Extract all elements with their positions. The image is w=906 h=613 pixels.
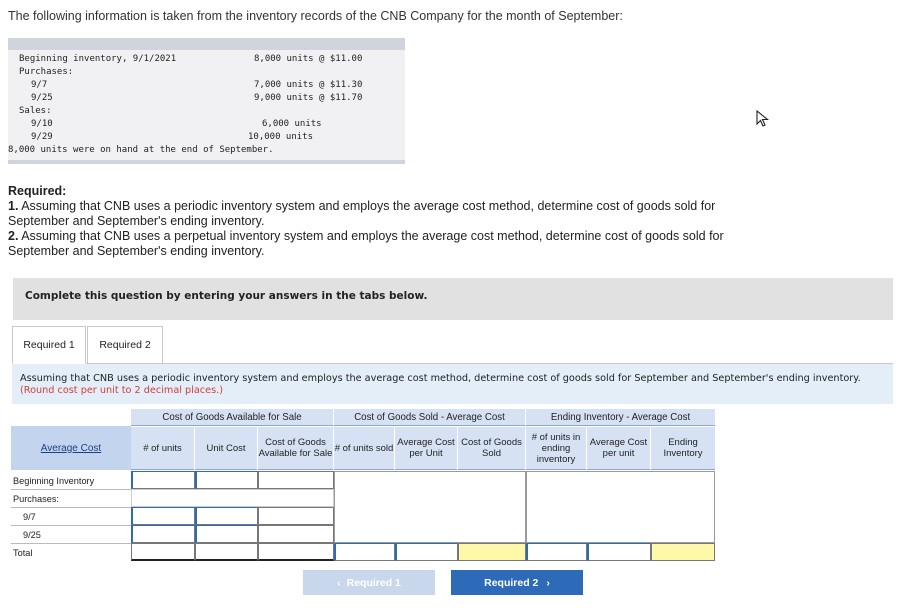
input-9-7-units[interactable] xyxy=(131,507,195,525)
label-divider xyxy=(11,543,131,544)
mouse-cursor-icon xyxy=(756,110,770,128)
beginning-value: 8,000 units @ $11.00 xyxy=(254,54,363,64)
input-total-unit-cost[interactable] xyxy=(195,543,258,561)
input-total-units[interactable] xyxy=(131,543,195,561)
complete-question-bar xyxy=(13,278,893,320)
input-units-sold[interactable] xyxy=(334,543,395,561)
sale-1-value: 6,000 units xyxy=(262,119,322,129)
required-heading: Required: xyxy=(8,184,67,198)
rounding-note: (Round cost per unit to 2 decimal places.) xyxy=(20,385,223,396)
beginning-label: Beginning inventory, 9/1/2021 xyxy=(19,54,177,64)
ending-empty-area xyxy=(526,471,715,543)
input-9-25-units[interactable] xyxy=(131,525,195,543)
sales-label: Sales: xyxy=(19,106,52,116)
input-avg-cost-per-unit[interactable] xyxy=(395,543,458,561)
col-avg-cost-per-unit: Average Cost per Unit xyxy=(395,427,457,470)
input-total-cost-available[interactable] xyxy=(258,543,334,561)
ending-note: 8,000 units were on hand at the end of September. xyxy=(8,145,274,155)
requirement-2: 2. Assuming that CNB uses a perpetual inventory system and employs the average cost method, determine cost of goods sold for September and September's ending inventory. xyxy=(8,229,724,258)
prev-button[interactable] xyxy=(303,570,435,595)
sale-2-value: 10,000 units xyxy=(248,132,314,142)
average-cost-label: Average Cost xyxy=(11,426,131,470)
purchases-empty-row xyxy=(131,489,334,507)
average-cost-table xyxy=(11,409,715,561)
input-9-7-cost-available[interactable] xyxy=(258,507,334,525)
next-button-label: Required 2 xyxy=(484,576,539,589)
chevron-left-icon: ‹ xyxy=(337,576,341,589)
instruction-panel xyxy=(12,363,893,404)
row-purchases: Purchases: xyxy=(13,494,59,504)
row-purchase-9-7: 9/7 xyxy=(23,512,36,522)
complete-question-text: Complete this question by entering your answers in the tabs below. xyxy=(25,290,428,302)
input-9-25-unit-cost[interactable] xyxy=(195,525,258,543)
input-ending-inventory[interactable] xyxy=(651,543,715,561)
input-beginning-units[interactable] xyxy=(131,471,195,489)
input-9-7-unit-cost[interactable] xyxy=(195,507,258,525)
group-header-ending: Ending Inventory - Average Cost xyxy=(526,409,715,426)
purchase-1-date: 9/7 xyxy=(31,80,48,90)
requirements xyxy=(8,184,768,259)
label-divider xyxy=(11,525,131,526)
col-units-ending: # of units in ending inventory xyxy=(526,427,586,470)
group-header-available: Cost of Goods Available for Sale xyxy=(131,409,333,426)
row-purchase-9-25: 9/25 xyxy=(23,530,41,540)
row-beginning-inventory: Beginning Inventory xyxy=(13,476,95,486)
purchases-label: Purchases: xyxy=(19,67,74,77)
purchase-2-date: 9/25 xyxy=(31,93,53,103)
group-header-cogs: Cost of Goods Sold - Average Cost xyxy=(334,409,525,426)
input-beginning-unit-cost[interactable] xyxy=(195,471,258,489)
inventory-records xyxy=(8,38,405,164)
next-button[interactable] xyxy=(451,570,583,595)
input-units-ending[interactable] xyxy=(526,543,587,561)
col-units: # of units xyxy=(131,427,194,470)
purchase-2-value: 9,000 units @ $11.70 xyxy=(254,93,363,103)
col-cost-available: Cost of Goods Available for Sale xyxy=(258,427,333,470)
prev-button-label: Required 1 xyxy=(346,576,401,589)
col-cost-of-goods-sold: Cost of Goods Sold xyxy=(458,427,525,470)
input-9-25-cost-available[interactable] xyxy=(258,525,334,543)
instruction-text: Assuming that CNB uses a periodic inventory system and employs the average cost method, determine cost of goods sold for September and September's ending inventory. xyxy=(20,373,861,384)
input-avg-cost-ending[interactable] xyxy=(587,543,651,561)
row-total: Total xyxy=(13,548,33,558)
input-cost-of-goods-sold[interactable] xyxy=(458,543,526,561)
requirement-1: 1. Assuming that CNB uses a periodic inventory system and employs the average cost method, determine cost of goods sold for September and September's ending inventory. xyxy=(8,199,716,228)
tab-required-2[interactable]: Required 2 xyxy=(87,326,163,364)
sale-2-date: 9/29 xyxy=(31,132,53,142)
purchase-1-value: 7,000 units @ $11.30 xyxy=(254,80,363,90)
sale-1-date: 9/10 xyxy=(31,119,53,129)
label-divider xyxy=(11,489,131,490)
cogs-empty-area xyxy=(334,471,526,543)
col-avg-cost-ending: Average Cost per unit xyxy=(587,427,650,470)
input-beginning-cost-available[interactable] xyxy=(258,471,334,489)
tab-required-1[interactable]: Required 1 xyxy=(12,326,86,364)
label-divider xyxy=(11,507,131,508)
intro-text: The following information is taken from the inventory records of the CNB Company for the month of September: xyxy=(8,9,623,23)
chevron-right-icon: › xyxy=(546,576,550,589)
col-units-sold: # of units sold xyxy=(334,427,394,470)
col-ending-inventory: Ending Inventory xyxy=(651,427,715,470)
col-unit-cost: Unit Cost xyxy=(195,427,257,470)
